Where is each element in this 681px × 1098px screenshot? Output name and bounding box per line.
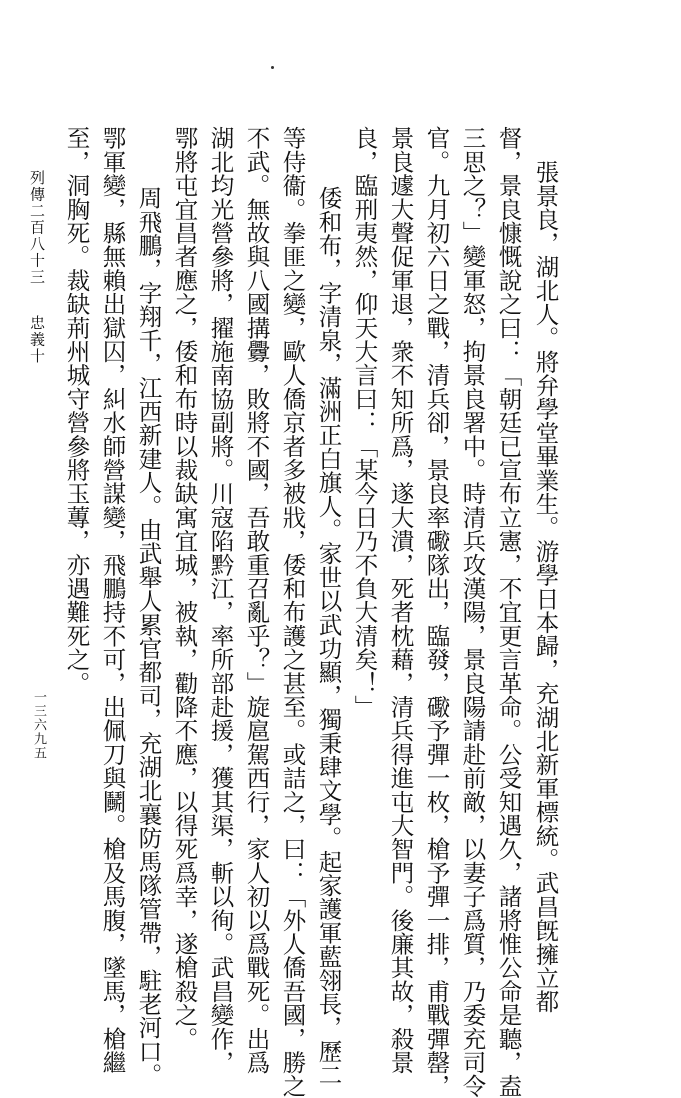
text-column-12: 周飛鵬，字翔千，江西新建人。由武舉人累官都司，充湖北襄防馬隊管帶，駐老河口。	[134, 186, 163, 1087]
text-column-11: 鄂將屯宜昌者應之，倭和布時以裁缺寓宜城，被執，勸降不應，以得死爲幸，遂槍殺之。	[170, 126, 199, 1051]
text-column-4: 官。九月初六日之戰，清兵卻，景良率礮隊出，臨發，礮予彈一枚，槍予彈一排，甫戰彈罄，	[422, 126, 451, 1098]
running-header-section: 忠義十	[28, 315, 46, 365]
text-column-13: 鄂軍變，縣無賴出獄囚，糾水師營謀變，飛鵬持不可，出佩刀與鬭。槍及馬腹，墜馬，槍繼	[98, 126, 127, 1074]
text-column-9: 不武。無故與八國搆釁，敗將不國，吾敢重召亂乎？」旋扈駕西行，家人初以爲戰死。出爲	[242, 126, 271, 1074]
running-header-chapter: 列傳二百八十三	[28, 170, 46, 286]
scan-mark	[271, 66, 274, 69]
text-column-10: 湖北均光營參將，擢施南協副將。川寇陷黔江，率所部赴援，獲其渠，斬以徇。武昌變作，	[206, 126, 235, 1074]
text-column-8: 等侍衞。拳匪之變，歐人僑京者多被戕，倭和布護之甚至。或詰之，曰：「外人僑吾國，勝之	[278, 126, 307, 1098]
text-column-14: 至，洞胸死。裁缺荊州城守營參將玉蓴，亦遇難死之。	[62, 126, 91, 695]
text-column-1: 張景良，湖北人。將弁學堂畢業生。游學日本歸，充湖北新軍標統。武昌旣擁立都	[531, 160, 560, 1014]
page-number: 一三六九五	[31, 690, 46, 760]
text-column-3: 三思之？」變軍怒，拘景良署中。時清兵攻漢陽，景良陽請赴前敵，以妻子爲質，乃委充司令	[458, 126, 487, 1098]
text-column-2: 督，景良慷慨說之曰：「朝廷已宣布立憲，不宜更言革命。公受知遇久，諸將惟公命是聽，盍	[494, 126, 523, 1098]
text-column-7: 倭和布，字清泉，滿洲正白旗人。家世以武功顯，獨秉肆文學。起家護軍藍翎長，歷二	[314, 186, 343, 1087]
text-column-5: 景良遽大聲促軍退，衆不知所爲，遂大潰，死者枕藉，清兵得進屯大智門。後廉其故，殺景	[386, 126, 415, 1074]
text-column-6: 良，臨刑夷然，仰天大言曰：「某今日乃不負大清矣！」	[350, 126, 379, 719]
